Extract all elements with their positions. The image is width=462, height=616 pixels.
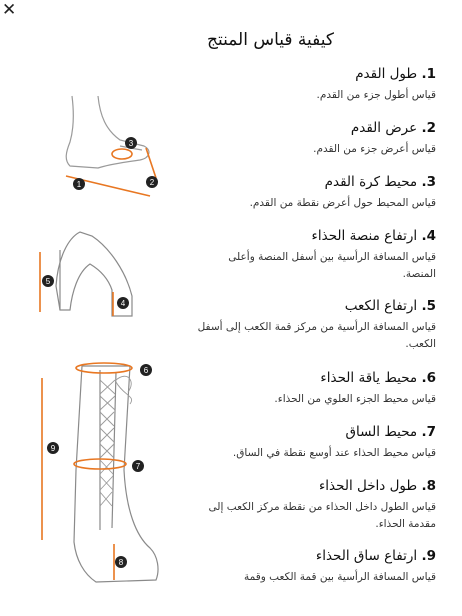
section-foot-width: 2. عرض القدم قياس أعرض جزء من القدم. [313, 120, 436, 155]
section-inner-length: 8. طول داخل الحذاء قياس الطول داخل الحذاء من نقطة مركز الكعب إلى مقدمة الحذاء. [208, 478, 436, 530]
section-collar-girth: 6. محيط ياقة الحذاء قياس محيط الجزء العلوي من الحذاء. [274, 370, 436, 405]
svg-text:3: 3 [128, 139, 134, 148]
section-calf-girth: 7. محيط الساق قياس محيط الحذاء عند أوسع نقطة في الساق. [232, 424, 436, 459]
boot-illustration [74, 366, 158, 582]
svg-text:4: 4 [120, 299, 126, 308]
section-platform-height: 4. ارتفاع منصة الحذاء قياس المسافة الرأسية بين أسفل المنصة وأعلى المنصة. [228, 228, 436, 280]
svg-text:5: 5 [45, 277, 51, 286]
svg-text:1: 1 [76, 180, 82, 189]
close-icon[interactable]: ✕ [2, 0, 17, 20]
svg-text:9: 9 [50, 444, 56, 453]
heel-markers [42, 275, 129, 309]
foot-illustration [66, 96, 149, 168]
section-foot-length: 1. طول القدم قياس أطول جزء من القدم. [316, 66, 436, 101]
svg-text:7: 7 [135, 462, 141, 471]
section-shaft-height: 9. ارتفاع ساق الحذاء قياس المسافة الرأسية بين قمة الكعب وقمة [244, 548, 436, 583]
svg-text:8: 8 [118, 558, 124, 567]
svg-text:2: 2 [149, 178, 155, 187]
boot-measure-lines [42, 363, 132, 580]
page-title: كيفية قياس المنتج [206, 30, 334, 50]
section-ball-girth: 3. محيط كرة القدم قياس المحيط حول أعرض نقطة من القدم. [249, 174, 436, 209]
svg-text:6: 6 [143, 366, 149, 375]
section-heel-height: 5. ارتفاع الكعب قياس المسافة الرأسية من مركز قمة الكعب إلى أسفل الكعب. [197, 298, 436, 350]
